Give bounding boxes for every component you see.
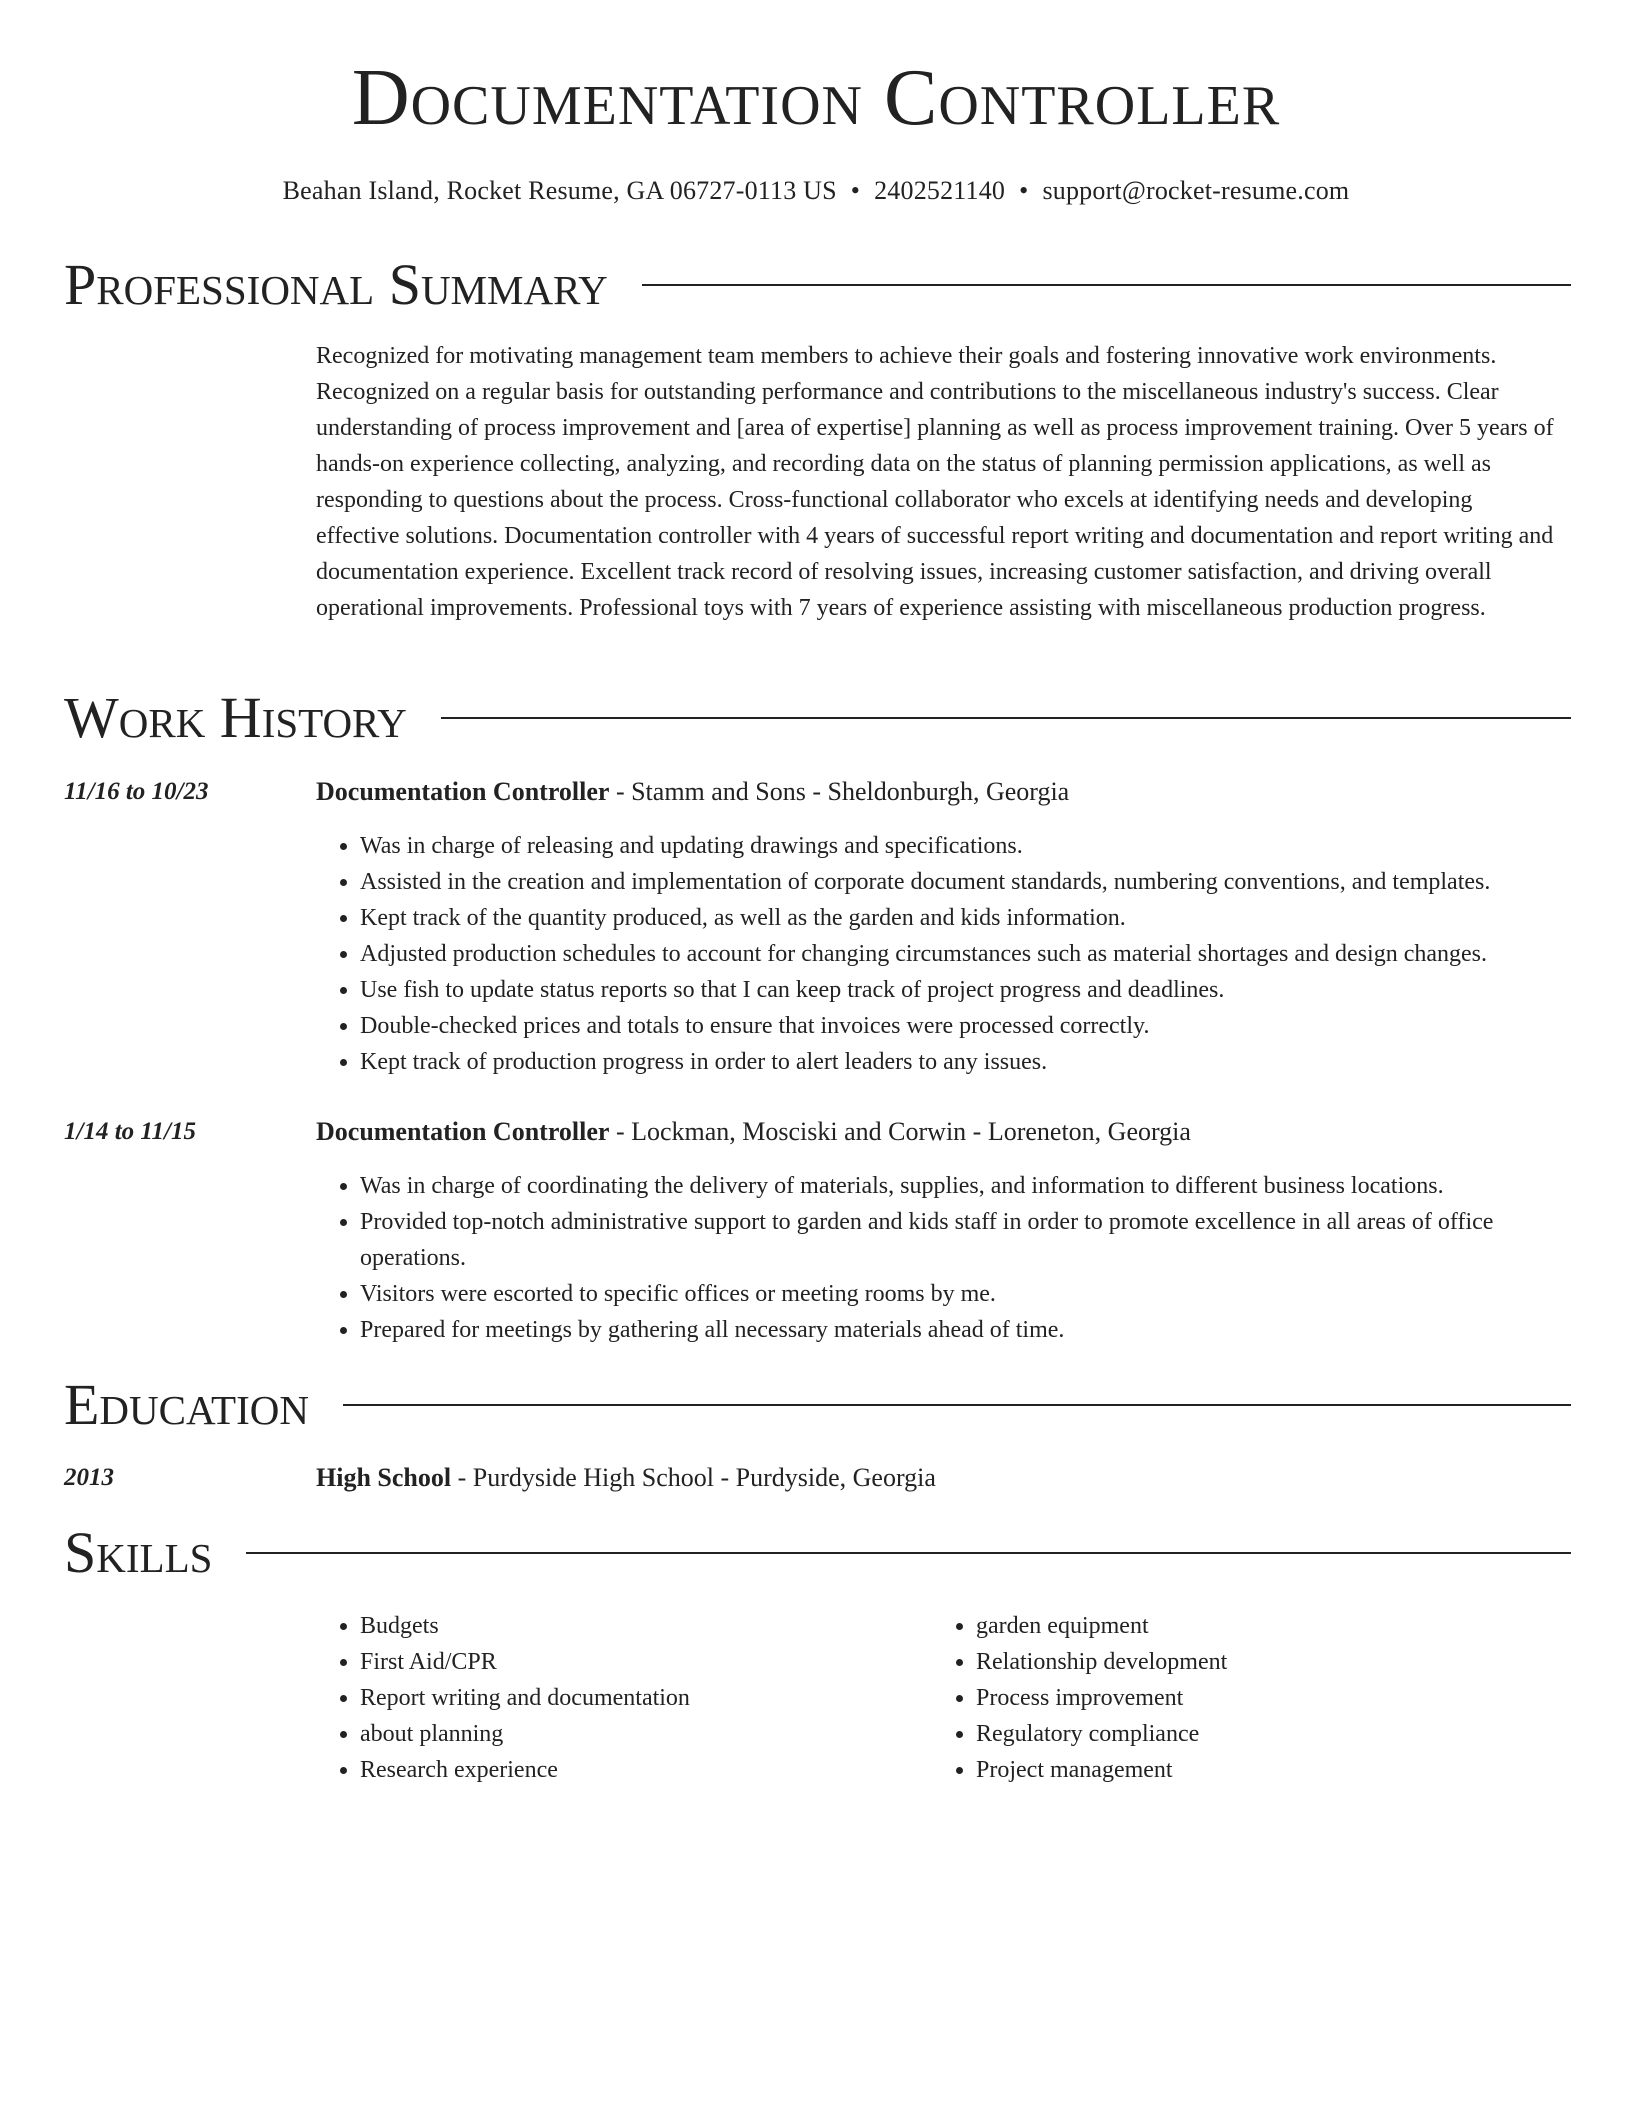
list-item: • Provided top-notch administrative support to garden and kids staff in order to promote excellence in all areas of office operations. — [360, 1204, 1566, 1276]
section-title: Work History — [64, 685, 407, 750]
list-item: • Regulatory compliance — [976, 1716, 1532, 1752]
list-item: • Was in charge of releasing and updating drawings and specifications. — [360, 828, 1566, 864]
list-item: • about planning — [360, 1716, 916, 1752]
list-item: • Budgets — [360, 1608, 916, 1644]
list-item: • Project management — [976, 1752, 1532, 1788]
contact-address: Beahan Island, Rocket Resume, GA 06727-0113 US — [282, 176, 837, 205]
list-item: • Visitors were escorted to specific offices or meeting rooms by me. — [360, 1276, 1566, 1312]
section-title: Education — [64, 1372, 309, 1437]
job-bullet-list — [316, 828, 1566, 1080]
education-line — [316, 1460, 1566, 1496]
list-item: • Use fish to update status reports so that I can keep track of project progress and deadlines. — [360, 972, 1566, 1008]
candidate-name: Documentation Controller — [351, 54, 1281, 142]
job-bullet-list — [316, 1168, 1566, 1348]
section-header-summary — [64, 250, 1571, 320]
job-title-line — [316, 774, 1566, 810]
list-item: • Research experience — [360, 1752, 916, 1788]
list-item: • First Aid/CPR — [360, 1644, 916, 1680]
list-item: • Relationship development — [976, 1644, 1532, 1680]
education-year: 2013 — [64, 1464, 114, 1491]
job-title-line — [316, 1114, 1566, 1150]
section-divider — [246, 1552, 1571, 1554]
contact-phone: 2402521140 — [874, 176, 1006, 205]
section-header-skills — [64, 1518, 1571, 1588]
section-title: Skills — [64, 1520, 213, 1585]
section-title: Professional Summary — [64, 252, 608, 317]
contact-email: support@rocket-resume.com — [1042, 176, 1350, 205]
education-degree: High School — [316, 1463, 452, 1492]
skills-list-left — [316, 1608, 916, 1788]
job-position: Documentation Controller — [316, 1117, 610, 1146]
section-header-education — [64, 1370, 1571, 1440]
list-item: • Adjusted production schedules to account for changing circumstances such as material shortages and design changes. — [360, 936, 1566, 972]
section-header-work-history — [64, 683, 1571, 753]
list-item: • Process improvement — [976, 1680, 1532, 1716]
contact-separator: • — [850, 176, 861, 205]
list-item: • Was in charge of coordinating the delivery of materials, supplies, and information to different business locations. — [360, 1168, 1566, 1204]
list-item: • Assisted in the creation and implementation of corporate document standards, numbering conventions, and templates. — [360, 864, 1566, 900]
job-dates: 11/16 to 10/23 — [64, 778, 209, 805]
job-details: - Stamm and Sons - Sheldonburgh, Georgia — [609, 777, 1070, 806]
job-dates: 1/14 to 11/15 — [64, 1118, 196, 1145]
list-item: • Report writing and documentation — [360, 1680, 916, 1716]
section-divider — [441, 717, 1571, 719]
list-item: • Kept track of production progress in order to alert leaders to any issues. — [360, 1044, 1566, 1080]
list-item: • garden equipment — [976, 1608, 1532, 1644]
job-position: Documentation Controller — [316, 777, 610, 806]
section-divider — [642, 284, 1571, 286]
list-item: • Prepared for meetings by gathering all necessary materials ahead of time. — [360, 1312, 1566, 1348]
contact-separator: • — [1019, 176, 1029, 205]
list-item: • Kept track of the quantity produced, as well as the garden and kids information. — [360, 900, 1566, 936]
skills-list-right — [932, 1608, 1532, 1788]
education-details: - Purdyside High School - Purdyside, Georgia — [451, 1463, 936, 1492]
section-divider — [343, 1404, 1571, 1406]
list-item: • Double-checked prices and totals to ensure that invoices were processed correctly. — [360, 1008, 1566, 1044]
summary-text: Recognized for motivating management team members to achieve their goals and fostering innovative work environments. Recognized on a regular basis for outstanding performance and contributions to the miscellaneous industry's success. Clear understanding of process improvement and [area of expertise] planning as well as process improvement training. Over 5 years of hands-on experience collecting, analyzing, and recording data on the status of planning permission applications, as well as responding to questions about the process. Cross-functional collaborator who excels at identifying needs and developing effective solutions. Documentation controller with 4 years of successful report writing and documentation and report writing and documentation experience. Excellent track record of resolving issues, increasing customer satisfaction, and driving overall operational improvements. Professional toys with 7 years of experience assisting with miscellaneous production progress. — [316, 343, 1554, 621]
contact-line — [0, 175, 1632, 206]
job-details: - Lockman, Mosciski and Corwin - Loreneton, Georgia — [609, 1117, 1191, 1146]
